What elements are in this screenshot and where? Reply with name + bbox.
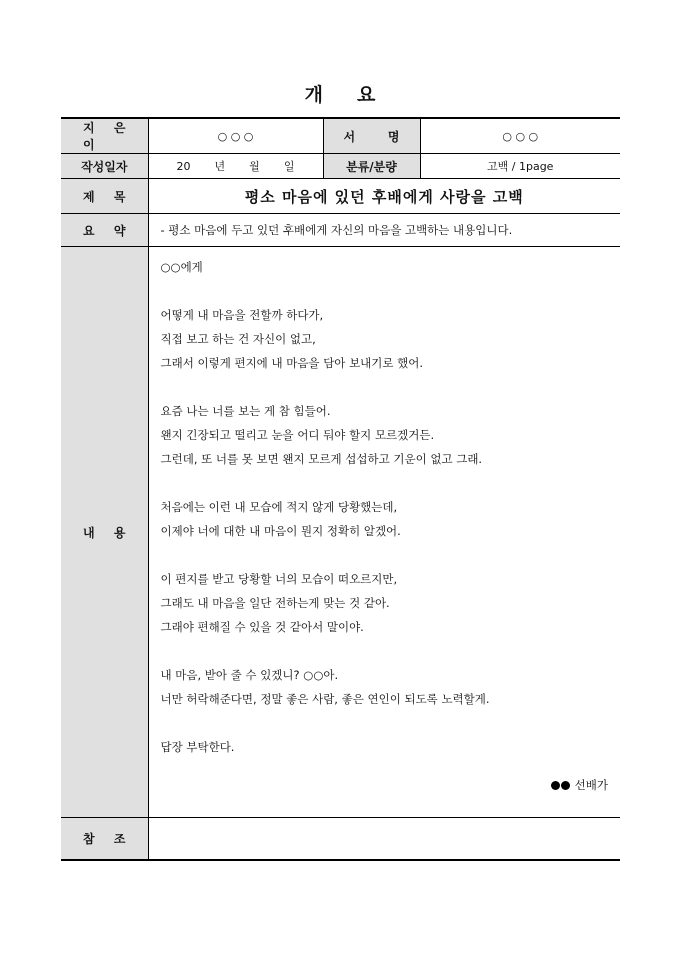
letter-line: 내 마음, 받아 줄 수 있겠니? ○○아. [160, 668, 339, 682]
date-day-unit: 일 [283, 160, 295, 173]
subject-value: 평소 마음에 있던 후배에게 사랑을 고백 [148, 179, 620, 214]
letter-greeting: ○○에게 [160, 260, 203, 274]
letter-line: 요즘 나는 너를 보는 게 참 힘들어. [160, 404, 331, 418]
date-value [148, 154, 323, 179]
letter-line: 그래야 편해질 수 있을 것 같아서 말이야. [160, 620, 364, 634]
letter-line: 답장 부탁한다. [160, 740, 235, 754]
letter-line: 이 편지를 받고 당황할 너의 모습이 떠오르지만, [160, 572, 398, 586]
overview-form-table [61, 117, 620, 861]
title-part-1: 개 [304, 84, 323, 106]
subject-row [61, 179, 620, 214]
document-title [0, 80, 680, 107]
summary-row [61, 214, 620, 247]
category-value: 고백 / 1page [420, 154, 620, 179]
date-label: 작성일자 [61, 154, 148, 179]
date-row [61, 154, 620, 179]
letter-line: 그래서 이렇게 편지에 내 마음을 담아 보내기로 했어. [160, 356, 424, 370]
letter-line: 너만 허락해준다면, 정말 좋은 사람, 좋은 연인이 되도록 노력할게. [160, 692, 490, 706]
date-month-unit: 월 [249, 160, 260, 173]
redacted-name-dot-icon [561, 781, 570, 790]
letter-line: 그런데, 또 너를 못 보면 왠지 모르게 섭섭하고 기운이 없고 그래. [160, 452, 483, 466]
letter-line: 직접 보고 하는 건 자신이 없고, [160, 332, 316, 346]
author-value: ○ ○ ○ [148, 118, 323, 154]
letter-line: 왠지 긴장되고 떨리고 눈을 어디 둬야 할지 모르겠거든. [160, 428, 435, 442]
summary-label: 요 약 [61, 214, 148, 247]
letter-line: 그래도 내 마음을 일단 전하는게 맞는 것 같아. [160, 596, 390, 610]
content-row [61, 247, 620, 818]
subject-label: 제 목 [61, 179, 148, 214]
category-label: 분류/분량 [323, 154, 420, 179]
reference-label: 참 조 [61, 818, 148, 860]
letter-body [148, 247, 620, 818]
author-row [61, 118, 620, 154]
letter-line: 이제야 너에 대한 내 마음이 뭔지 정확히 알겠어. [160, 524, 401, 538]
date-year: 20 [176, 160, 191, 173]
letter-line: 어떻게 내 마음을 전할까 하다가, [160, 308, 324, 322]
signature-value: ○ ○ ○ [420, 118, 620, 154]
reference-row [61, 818, 620, 860]
date-year-unit: 년 [214, 160, 226, 173]
title-part-2: 요 [357, 84, 376, 106]
reference-value [148, 818, 620, 860]
summary-value: - 평소 마음에 두고 있던 후배에게 자신의 마음을 고백하는 내용입니다. [148, 214, 620, 247]
letter-line: 처음에는 이런 내 모습에 적지 않게 당황했는데, [160, 500, 398, 514]
author-label: 지 은 이 [61, 118, 148, 154]
signoff-text: 선배가 [574, 778, 608, 792]
content-label: 내 용 [61, 247, 148, 818]
letter-signoff [161, 773, 609, 797]
redacted-name-dot-icon [551, 781, 560, 790]
signature-label: 서 명 [323, 118, 420, 154]
